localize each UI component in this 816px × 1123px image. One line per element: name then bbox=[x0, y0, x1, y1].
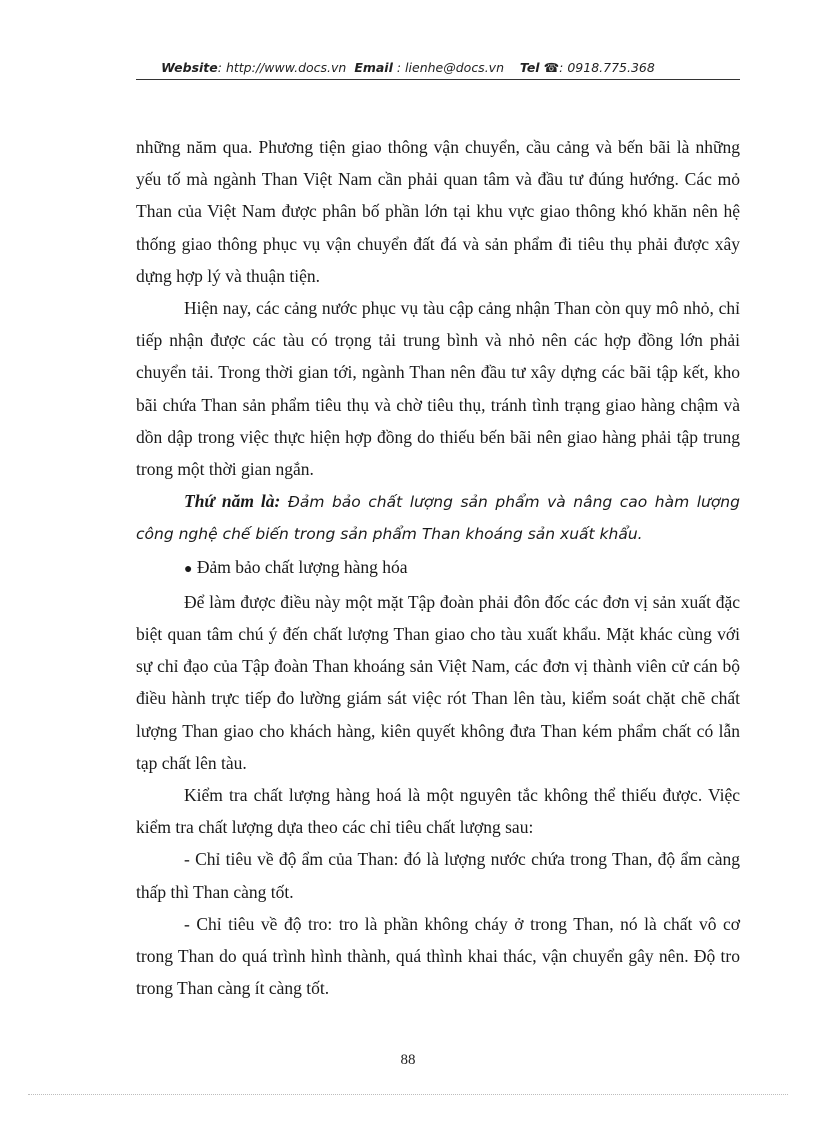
email-value: : lienhe@docs.vn bbox=[396, 60, 504, 75]
website-label: Website bbox=[161, 60, 218, 75]
section-label: Thứ năm là: bbox=[184, 491, 281, 512]
footer-divider bbox=[28, 1094, 788, 1095]
bullet-item bbox=[136, 551, 740, 586]
paragraph-3 bbox=[136, 485, 740, 550]
page-header bbox=[0, 60, 816, 75]
tel-label: Tel bbox=[519, 60, 540, 75]
page-number: 88 bbox=[400, 1052, 416, 1068]
bullet-icon: ● bbox=[184, 561, 193, 577]
paragraph-1: những năm qua. Phương tiện giao thông vận chuyển, cầu cảng và bến bãi là những yếu tố mà ngành Than Việt Nam cần phải quan tâm và đầu tư đúng hướng. Các mỏ Than của Việt Nam được phân bố phần lớn tại khu vực giao thông khó khăn nên hệ thống giao thông phục vụ vận chuyển đất đá và sản phẩm đi tiêu thụ phải được xây dựng hợp lý và thuận tiện. bbox=[136, 137, 740, 286]
document-body bbox=[136, 131, 740, 1004]
tel-value: : 0918.775.368 bbox=[559, 60, 655, 75]
header-divider bbox=[136, 79, 740, 80]
bullet-text: Đảm bảo chất lượng hàng hóa bbox=[196, 556, 408, 577]
paragraph-4: Để làm được điều này một mặt Tập đoàn phải đôn đốc các đơn vị sản xuất đặc biệt quan tâm chú ý đến chất lượng Than giao cho tàu xuất khẩu. Mặt khác cùng với sự chỉ đạo của Tập đoàn Than khoáng sản Việt Nam, các đơn vị thành viên cử cán bộ điều hành trực tiếp đo lường giám sát việc rót Than lên tàu, kiểm soát chặt chẽ chất lượng Than giao cho khách hàng, kiên quyết không đưa Than kém phẩm chất có lẫn tạp chất lên tàu. bbox=[136, 591, 740, 773]
paragraph-6: - Chỉ tiêu về độ ẩm của Than: đó là lượng nước chứa trong Than, độ ẩm càng thấp thì Than càng tốt. bbox=[136, 849, 740, 902]
website-value: : http://www.docs.vn bbox=[217, 60, 347, 75]
email-label: Email bbox=[354, 60, 393, 75]
phone-icon: ☎ bbox=[543, 60, 560, 75]
paragraph-2: Hiện nay, các cảng nước phục vụ tàu cập cảng nhận Than còn quy mô nhỏ, chỉ tiếp nhận được các tàu có trọng tải trung bình và nhỏ nên các hợp đồng lớn phải chuyển tải. Trong thời gian tới, ngành Than nên đầu tư xây dựng các bãi tập kết, kho bãi chứa Than sản phẩm tiêu thụ và chờ tiêu thụ, tránh tình trạng giao hàng chậm và dồn dập trong việc thực hiện hợp đồng do thiếu bến bãi nên giao hàng phải tập trung trong một thời gian ngắn. bbox=[136, 298, 740, 480]
section-text: Đảm bảo chất lượng sản phẩm và nâng cao hàm lượng công nghệ chế biến trong sản phẩm Than khoáng sản xuất khẩu. bbox=[136, 493, 740, 544]
paragraph-5: Kiểm tra chất lượng hàng hoá là một nguyên tắc không thể thiếu được. Việc kiểm tra chất lượng dựa theo các chỉ tiêu chất lượng sau: bbox=[136, 785, 740, 838]
paragraph-7: - Chỉ tiêu về độ tro: tro là phần không cháy ở trong Than, nó là chất vô cơ trong Than do quá trình hình thành, quá thình khai thác, vận chuyển gây nên. Độ tro trong Than càng ít càng tốt. bbox=[136, 913, 740, 999]
